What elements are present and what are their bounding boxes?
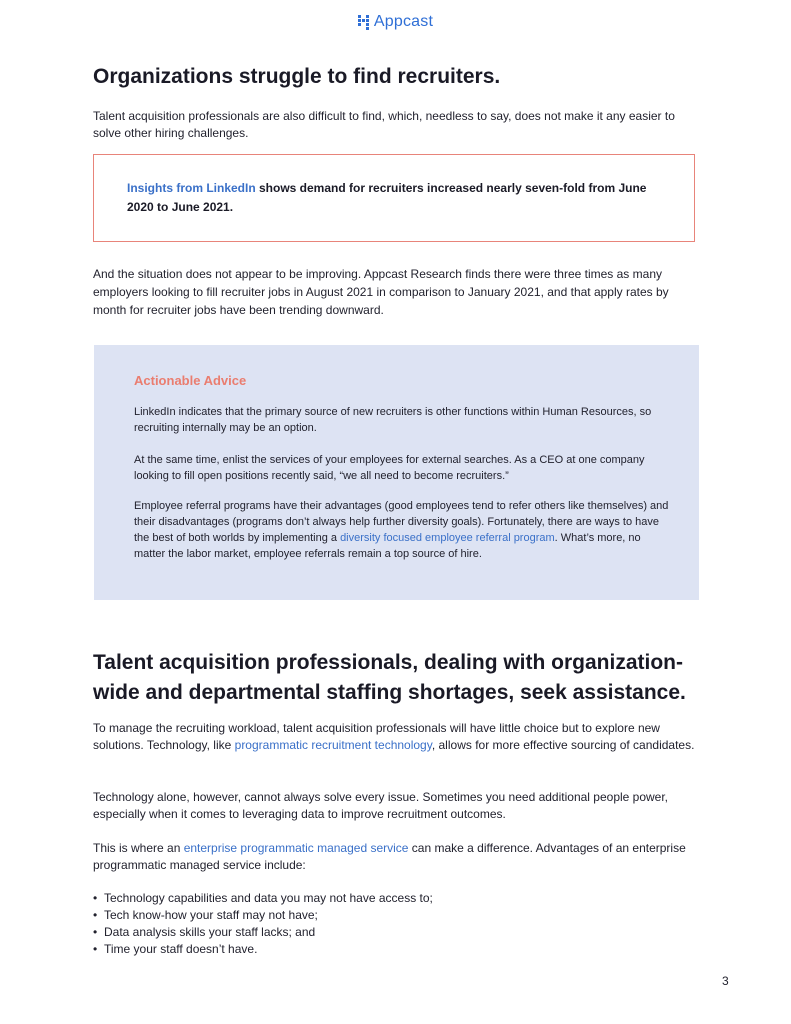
section1-body: And the situation does not appear to be improving. Appcast Research finds there were three times as many employers looking to fill recruiter jobs in August 2021 in comparison to January 2021, and that apply rates by month for recruiter jobs have been trending downward. — [93, 267, 669, 317]
advice-p3-before: Employee referral programs have their advantages (good employees tend to refer others like themselves) and their disadvantages (programs don’t always help further diversity goals). Fortunately, there are ways to have the best of both worlds by implementing a — [134, 500, 669, 544]
list-item: • Technology capabilities and data you may not have access to; — [93, 890, 433, 907]
advice-title: Actionable Advice — [134, 373, 247, 388]
diversity-referral-link[interactable]: diversity focused employee referral program — [340, 532, 555, 544]
actionable-advice-box — [94, 345, 699, 600]
appcast-logo-icon — [358, 15, 369, 30]
section2-paragraph-3 — [93, 840, 698, 874]
programmatic-recruitment-link[interactable]: programmatic recruitment technology — [234, 738, 432, 752]
list-item: • Time your staff doesn’t have. — [93, 941, 433, 958]
logo-text: Appcast — [373, 13, 434, 30]
advantages-list — [93, 890, 433, 958]
insights-linkedin-link[interactable]: Insights from LinkedIn — [127, 181, 256, 195]
s2-p1-before: To manage the recruiting workload, talent acquisition professionals will have little choice but to explore new solutions. Technology, like — [93, 721, 660, 752]
section1-heading: Organizations struggle to find recruiters. — [93, 65, 501, 88]
list-item: • Tech know-how your staff may not have; — [93, 907, 433, 924]
linkedin-callout — [93, 154, 695, 242]
s2-p3-after: can make a difference. Advantages of an enterprise programmatic managed service include: — [93, 841, 686, 872]
list-item: • Data analysis skills your staff lacks; and — [93, 924, 433, 941]
s2-p3-before: This is where an — [93, 841, 184, 855]
advice-paragraph-3 — [134, 498, 674, 562]
advice-paragraph-1: LinkedIn indicates that the primary source of new recruiters is other functions within Human Resources, so recruiting internally may be an option. — [134, 406, 652, 434]
section2-paragraph-2: Technology alone, however, cannot always solve every issue. Sometimes you need additional people power, especially when it comes to leveraging data to improve recruitment outcomes. — [93, 790, 669, 821]
advice-p3-after: . What’s more, no matter the labor market, employee referrals remain a top source of hire. — [134, 532, 641, 560]
callout-text — [127, 179, 647, 217]
managed-service-link[interactable]: enterprise programmatic managed service — [183, 841, 409, 855]
s2-p1-after: , allows for more effective sourcing of candidates. — [431, 738, 695, 752]
page-number: 3 — [722, 974, 729, 988]
section1-intro: Talent acquisition professionals are also difficult to find, which, needless to say, does not make it any easier to solve other hiring challenges. — [93, 109, 675, 140]
callout-body: shows demand for recruiters increased nearly seven-fold from June 2020 to June 2021. — [127, 181, 647, 214]
section2-paragraph-1 — [93, 720, 698, 754]
section2-heading: Talent acquisition professionals, dealing with organization-wide and departmental staffing shortages, seek assistance. — [93, 651, 686, 704]
advice-paragraph-2: At the same time, enlist the services of your employees for external searches. As a CEO at one company looking to fill open positions recently said, “we all need to become recruiters.” — [134, 454, 645, 482]
appcast-logo — [0, 13, 791, 31]
